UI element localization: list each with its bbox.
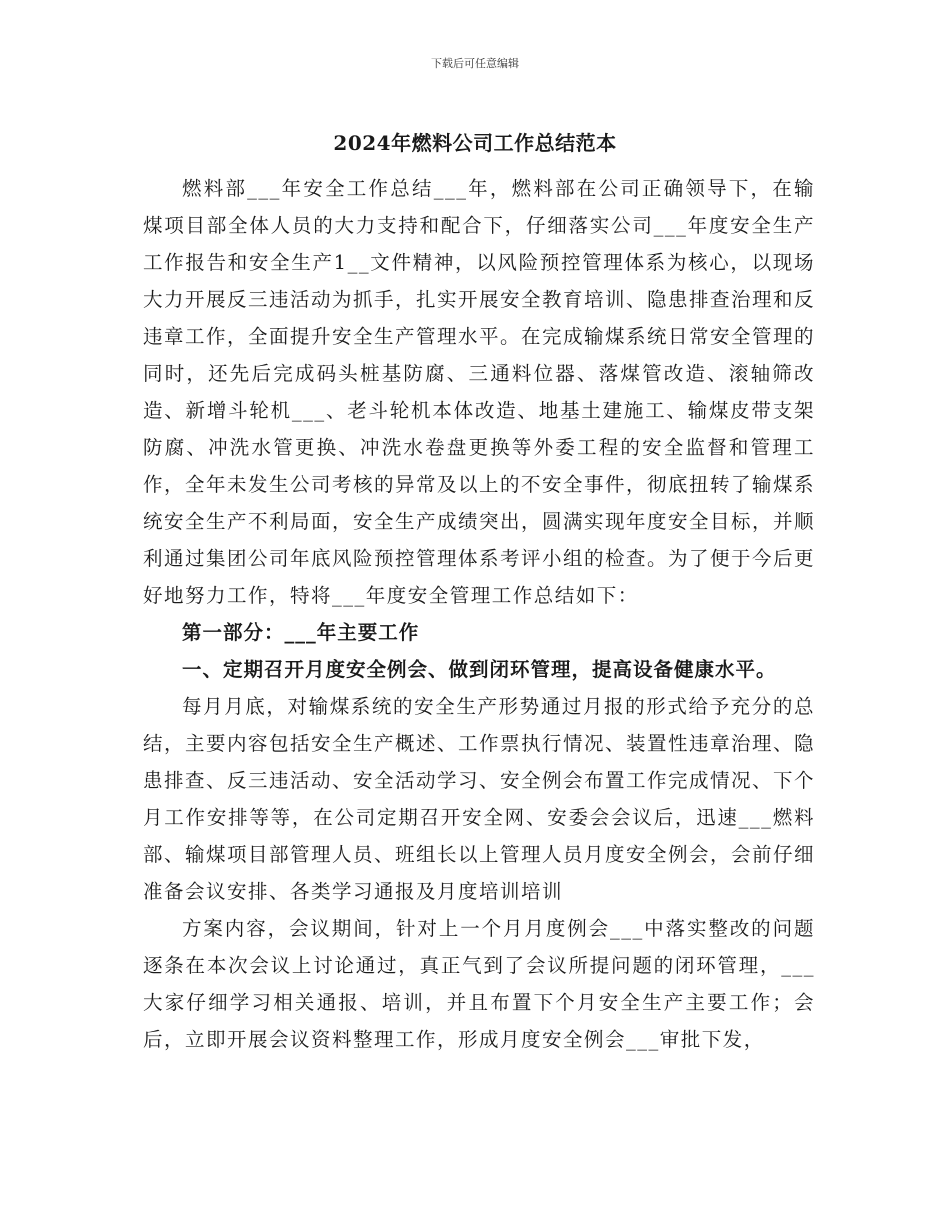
paragraph-intro: 燃料部___年安全工作总结___年，燃料部在公司正确领导下，在输煤项目部全体人员的大力支持和配合下，仔细落实公司___年度安全生产工作报告和安全生产1__文件精神，以风险预控管理体系为核心，以现场大力开展反三违活动为抓手，扎实开展安全教育培训、隐患排查治理和反违章工作，全面提升安全生产管理水平。在完成输煤系统日常安全管理的同时，还先后完成码头桩基防腐、三通料位器、落煤管改造、滚轴筛改造、新增斗轮机___、老斗轮机本体改造、地基土建施工、输煤皮带支架防腐、冲洗水管更换、冲洗水卷盘更换等外委工程的安全监督和管理工作，全年未发生公司考核的异常及以上的不安全事件，彻底扭转了输煤系统安全生产不利局面，安全生产成绩突出，圆满实现年度安全目标，并顺利通过集团公司年底风险预控管理体系考评小组的检查。为了便于今后更好地努力工作，特将___年度安全管理工作总结如下： <box>143 177 816 607</box>
paragraph-meeting-content: 方案内容，会议期间，针对上一个月月度例会___中落实整改的问题逐条在本次会议上讨论通过，真正气到了会议所提问题的闭环管理，___大家仔细学习相关通报、培训，并且布置下个月安全生产主要工作；会后，立即开展会议资料整理工作，形成月度安全例会___审批下发， <box>143 917 815 1051</box>
document-title: 2024年燃料公司工作总结范本 <box>333 131 617 155</box>
paragraph-monthly-summary: 每月月底，对输煤系统的安全生产形势通过月报的形式给予充分的总结，主要内容包括安全生产概述、工作票执行情况、装置性违章治理、隐患排查、反三违活动、安全活动学习、安全例会布置工作完成情况、下个月工作安排等等，在公司定期召开安全网、安委会会议后，迅速___燃料部、输煤项目部管理人员、班组长以上管理人员月度安全例会，会前仔细准备会议安排、各类学习通报及月度培训培训 <box>143 695 816 903</box>
subsection-heading-one: 一、定期召开月度安全例会、做到闭环管理，提高设备健康水平。 <box>182 658 777 681</box>
document-body <box>143 170 815 1058</box>
page-header-note: 下载后可任意编辑 <box>431 57 519 70</box>
section-heading-part-one: 第一部分：___年主要工作 <box>182 621 420 644</box>
